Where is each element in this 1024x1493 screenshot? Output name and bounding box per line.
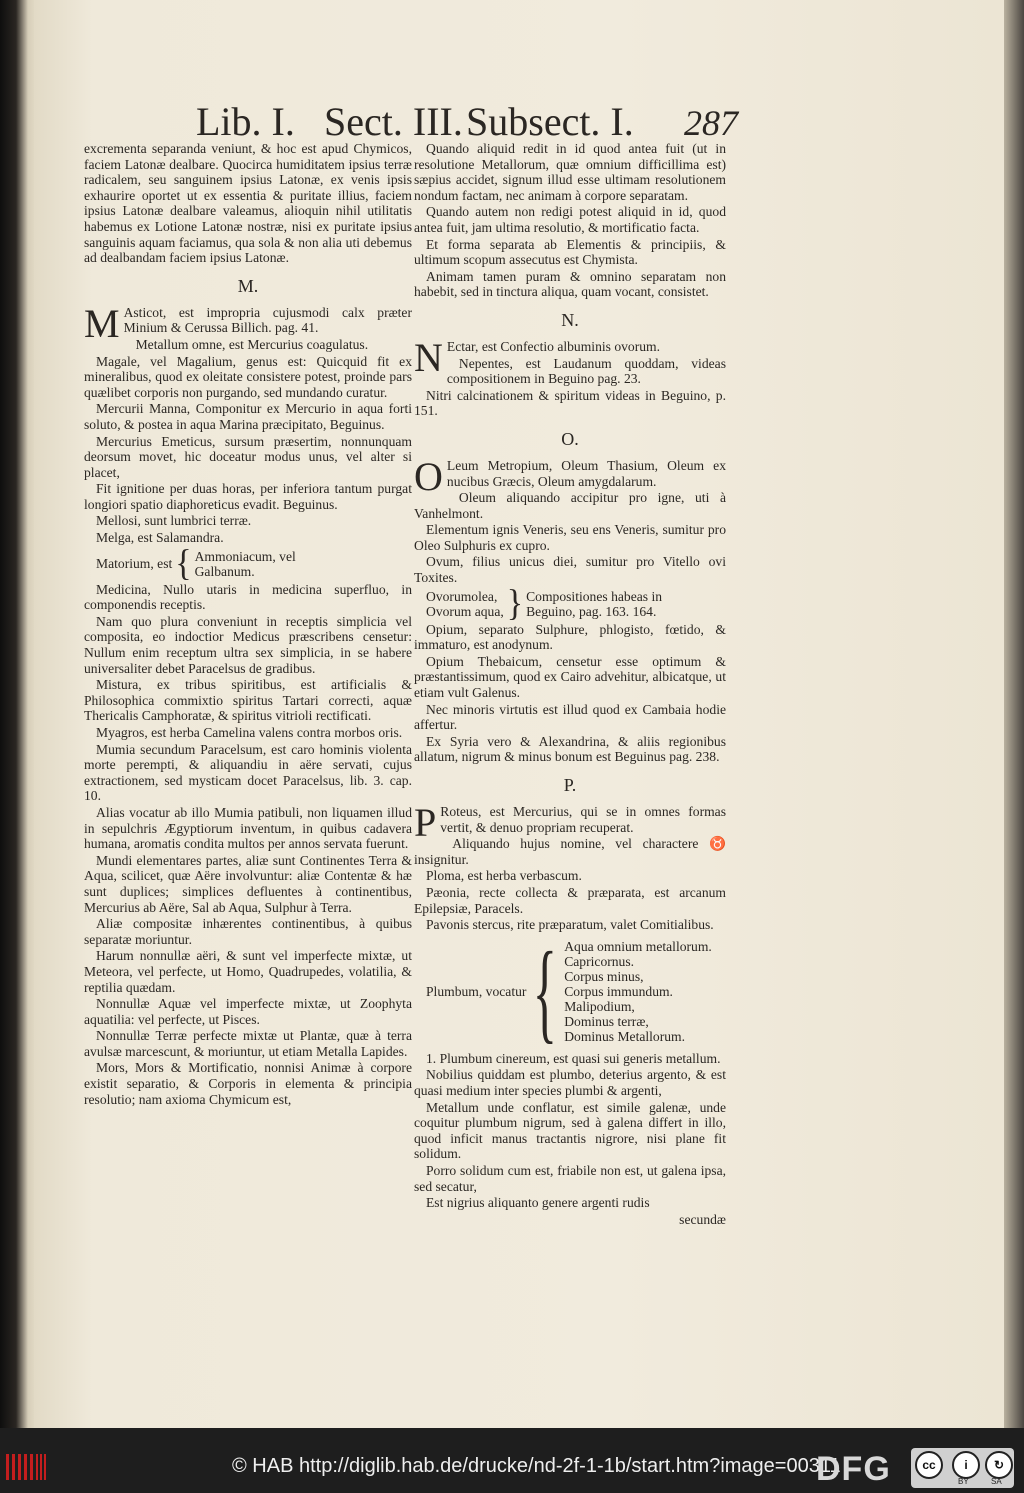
ovorum-brace: [426, 582, 726, 624]
drop-cap-n: N: [414, 334, 443, 380]
entry: Aliquando hujus nomine, vel charactere ♉ insignitur.: [414, 836, 726, 867]
entry: Nepentes, est Laudanum quoddam, videas compositionem in Beguino pag. 23.: [446, 355, 726, 387]
page-number: 287: [684, 103, 738, 143]
brace-items: [195, 549, 296, 579]
catchword: secundæ: [679, 1211, 726, 1227]
entry-proteus: [414, 800, 726, 845]
brace-item: Capricornus.: [564, 954, 635, 970]
entry: Metallum unde conflatur, est simile galenæ, unde coquitur plumbum nigrum, sed à galena differt in illo, quod inficit manus tractantis nigrore, nisi plane fit solidum.: [414, 1099, 726, 1162]
entry-oleum: [414, 453, 726, 499]
brace-items: [564, 939, 712, 1044]
brace-lead: Matorium, est: [96, 555, 173, 571]
entry: Quando autem non redigi potest aliquid in id, quod antea fuit, jam ultima resolutio, & mortificatio facta.: [414, 204, 726, 235]
entry-text: Asticot, est impropria cujusmodi calx præter Minium & Cerussa Billich. pag. 41.: [123, 304, 412, 336]
library-logo-icon-part: [36, 1454, 46, 1480]
matorium-brace: [96, 542, 412, 584]
entry: Nonnullæ Aquæ vel imperfecte mixtæ, ut Zoophyta aquatilia: vel perfecte, ut Pisces.: [84, 996, 412, 1027]
left-column: [84, 141, 412, 1108]
entry: Mellosi, sunt lumbrici terræ.: [96, 513, 252, 529]
entry: Elementum ignis Veneris, seu ens Veneris, sumitur pro Oleo Sulphuris ex cupro.: [414, 522, 726, 553]
brace-item: Compositiones habeas in: [526, 588, 663, 604]
entry: Ploma, est herba verbascum.: [426, 868, 582, 884]
cc-license-badge[interactable]: [911, 1448, 1014, 1488]
brace-item: Dominus Metallorum.: [564, 1029, 686, 1045]
brace-item: Corpus minus,: [564, 969, 644, 985]
drop-cap-p: P: [414, 800, 437, 845]
brace-item: Malipodium,: [564, 999, 635, 1015]
entry-text: Roteus, est Mercurius, qui se in omnes formas vertit, & denuo propriam recuperat.: [440, 804, 726, 835]
entry: Ovum, filius unicus diei, sumitur pro Vitello ovi Toxites.: [414, 554, 726, 586]
brace-item: Beguino, pag. 163. 164.: [526, 603, 657, 619]
entry: Nec minoris virtutis est illud quod ex Cambaia hodie affertur.: [414, 701, 726, 733]
section-heading-n: N.: [561, 309, 579, 330]
head-liber: Lib. I.: [196, 99, 295, 144]
copyright-link[interactable]: © HAB http://diglib.hab.de/drucke/nd-2f-1-1b/start.htm?image=00311: [232, 1455, 841, 1477]
section-heading-p: P.: [563, 775, 577, 795]
cc-icon: cc: [915, 1451, 943, 1479]
drop-cap-m: M: [84, 300, 120, 346]
section-heading-o: O.: [561, 428, 579, 449]
head-subsectio: Subsect. I.: [466, 99, 634, 144]
entry: Medicina, Nullo utaris in medicina superfluo, in componendis receptis.: [84, 581, 412, 613]
section-heading-m: M.: [237, 275, 259, 296]
entry: Mercurii Manna, Componitur ex Mercurio in aqua forti soluto, & postea in aqua Marina præcipitato, Beguinus.: [84, 401, 412, 432]
entry: Ex Syria vero & Alexandrina, & aliis regionibus allatum, nigrum & minus bonum est Beguinus pag. 238.: [414, 733, 726, 765]
entry: Nam quo plura conveniunt in receptis simplicia vel composita, eo indoctior Medicus præscribens censetur: Nullum enim receptum ultra sex simplicia, in se habere universaliter debet Paracelsus de gradibus.: [84, 613, 412, 676]
entry: Harum nonnullæ aëri, & sunt vel imperfecte mixtæ, ut Meteora, vel perfecte, ut Homo, Quadrupedes, volatilia, & reptilia quædam.: [84, 948, 412, 995]
brace-glyph: {: [175, 542, 192, 584]
brace-item: Dominus terræ,: [564, 1014, 649, 1030]
cc-label-by: BY: [958, 1477, 969, 1486]
running-head: [34, 98, 1004, 144]
dfg-logo: DFG: [816, 1450, 891, 1488]
footer-bar: [0, 1428, 1024, 1493]
entry: Quando aliquid redit in id quod antea fuit (ut in resolutione Metallorum, quæ omnium difficillima est) sæpius accidet, signum illud esse ultimam resolutionem nondum factam, nec animam à corpore separatam.: [414, 141, 726, 203]
brace-lead: Ovorumolea,: [426, 588, 498, 604]
brace-leads: [426, 589, 504, 619]
entry: Pavonis stercus, rite præparatum, valet Comitialibus.: [426, 917, 714, 933]
right-column: [414, 141, 726, 1227]
entry: Magale, vel Magalium, genus est: Quicquid fit ex mineralibus, quod ex oleitate consistere potest, proinde pars quælibet corporis non purgando, sed mundando curatur.: [84, 353, 412, 400]
share-alike-icon: ↻: [985, 1451, 1013, 1479]
brace-item: Aqua omnium metallorum.: [564, 939, 712, 955]
entry: Oleum aliquando accipitur pro igne, uti à Vanhelmont.: [414, 490, 726, 521]
entry: Metallum omne, est Mercurius coagulatus.: [135, 336, 369, 352]
entry: Melga, est Salamandra.: [96, 530, 224, 546]
entry: Fit ignitione per duas horas, per inferiora tantum purgat longiori spatio diaphoreticus evadit. Beguinus.: [84, 481, 412, 512]
brace-item: Galbanum.: [194, 563, 255, 579]
brace-lead: Ovorum aqua,: [426, 603, 504, 619]
paragraph: excrementa separanda veniunt, & hoc est apud Chymicos, faciem Latonæ dealbare. Quocirca humiditatem ipsius terræ radicalem, seu sanguinem ipsius Latonæ, ex venis ipsis exhaurire oportet ut ex essentia & puritate illius, faciem ipsius Latonæ dealbare valeamus, alioquin nihil utilitatis habemus ex Lotione Latonæ nostræ, nisi ex puritate ipsius sanguinis aquam faciamus, qua sola & non alia uti debemus ad dealbandam faciem ipsius Latonæ.: [84, 141, 412, 266]
entry: Et forma separata ab Elementis & principiis, & ultimum scopum assecutus est Chymista.: [414, 236, 726, 268]
entry: Mors, Mors & Mortificatio, nonnisi Animæ à corpore existit separatio, & Corporis in elementa & principia resolutio; nam axioma Chymicum est,: [84, 1060, 412, 1107]
brace-glyph: {: [533, 929, 558, 1054]
entry: Nonnullæ Terræ perfecte mixtæ ut Plantæ, quæ à terra avulsæ marcescunt, & moriuntur, ut etiam Metalla Lapides.: [84, 1028, 412, 1059]
brace-items: [526, 589, 662, 619]
entry: Aliæ compositæ inhærentes continentibus, à quibus separatæ moriuntur.: [84, 916, 412, 947]
book-page: [34, 0, 1004, 1428]
cc-label-sa: SA: [991, 1477, 1002, 1486]
entry: Pæonia, recte collecta & præparata, est arcanum Epilepsiæ, Paracels.: [414, 884, 726, 916]
library-logo-icon: [6, 1454, 34, 1480]
head-sectio: Sect. III.: [324, 99, 463, 144]
entry: Opium, separato Sulphure, phlogisto, fœtido, & immaturo, est anodynum.: [414, 621, 726, 653]
entry: Mistura, ex tribus spiritibus, est artificialis & Philosophica commixtio spiritus Tartari correcti, aquæ Thericalis Camphoratæ, & spiritus vitrioli rectificati.: [84, 677, 412, 724]
entry: Nitri calcinationem & spiritum videas in Beguino, p. 151.: [414, 387, 726, 419]
entry: Myagros, est herba Camelina valens contra morbos oris.: [96, 725, 403, 740]
plumbum-brace: [426, 929, 726, 1054]
entry: Porro solidum cum est, friabile non est, ut galena ipsa, sed secatur,: [414, 1162, 726, 1194]
entry: Nobilius quiddam est plumbo, deterius argento, & est quasi medium inter species plumbi & argenti,: [414, 1067, 726, 1098]
entry-text: Leum Metropium, Oleum Thasium, Oleum ex nucibus Græcis, Oleum amygdalarum.: [446, 457, 726, 489]
entry: Mercurius Emeticus, sursum præsertim, nonnunquam deorsum movet, hic doceatur modus unus, vel alter si placet,: [84, 433, 412, 480]
entry-text: Ectar, est Confectio albuminis ovorum.: [446, 338, 661, 354]
brace-item: Ammoniacum, vel: [194, 548, 296, 564]
entry: Alias vocatur ab illo Mumia patibuli, non liquamen illud in sepulchris Ægyptiorum inventum, in quibus cadavera humana, aromatis condita multos per annos servata fuerunt.: [84, 804, 412, 852]
attribution-icon: i: [952, 1451, 980, 1479]
brace-item: Corpus immundum.: [564, 984, 673, 1000]
entry: Animam tamen puram & omnino separatam non habebit, sed in tinctura aliqua, quam vocant, consistet.: [414, 268, 726, 300]
entry: Opium Thebaicum, censetur esse optimum & præstantissimum, quod ex Cairo advehitur, albicatque, ut etiam vult Galenus.: [414, 653, 726, 701]
entry: Mumia secundum Paracelsum, est caro hominis violenta morte perempti, & aliquandiu in aëre servati, cujus extractionem, sed mysticam docet Paracelsus, lib. 3. cap. 10.: [84, 741, 412, 804]
brace-glyph: }: [506, 582, 524, 624]
entry: Mundi elementares partes, aliæ sunt Continentes Terra & Aqua, scilicet, quæ Aëre involvuntur: aliæ Contentæ & hæ sunt duplices; simplices defluentes à continentibus, Mercurius ab Aëre, Sal ab Aqua, Sulphur à Terra.: [84, 852, 412, 915]
entry: Est nigrius aliquanto genere argenti rudis: [426, 1195, 650, 1211]
entry: 1. Plumbum cinereum, est quasi sui generis metallum.: [426, 1050, 721, 1066]
page-edge-shadow: [1004, 0, 1024, 1428]
brace-lead: Plumbum, vocatur: [426, 983, 527, 999]
drop-cap-o: O: [414, 453, 443, 499]
